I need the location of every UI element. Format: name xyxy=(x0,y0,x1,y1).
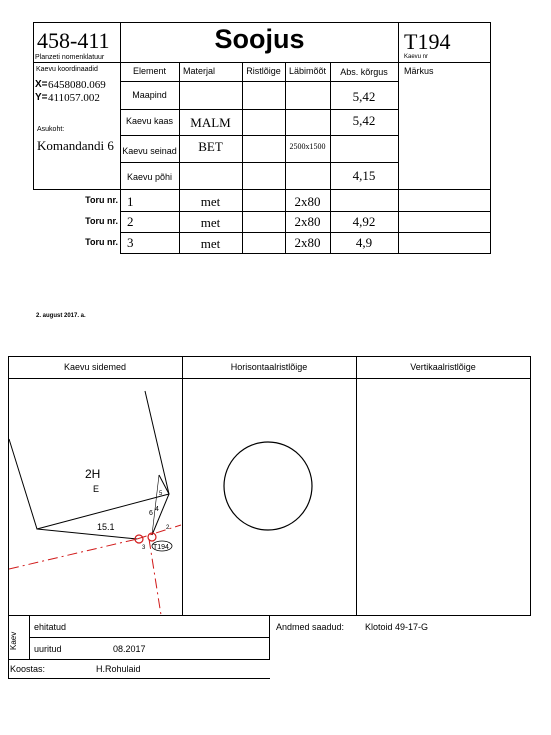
survey-date: 08.2017 xyxy=(113,644,146,654)
pipe-diameter: 2x80 xyxy=(294,214,321,229)
well-number: T194 xyxy=(404,29,451,54)
pipe-label: Toru nr. xyxy=(85,237,118,247)
pipe-material: met xyxy=(200,194,221,209)
row-diameter: 2500x1500 xyxy=(289,142,326,151)
pipe-abs-height: 4,92 xyxy=(352,214,376,229)
col-element: Element xyxy=(132,66,167,76)
point-label-4: 4 xyxy=(155,506,159,513)
status-surveyed: uuritud xyxy=(34,644,62,654)
author-value: H.Rohulaid xyxy=(96,664,141,674)
pipe-label: Toru nr. xyxy=(85,195,118,205)
panel-vertical-title: Vertikaalristlõige xyxy=(410,362,476,372)
document-date: 2. august 2017. a. xyxy=(36,313,86,319)
point-label-3: 3 xyxy=(142,545,146,551)
point-label-6: 6 xyxy=(149,510,153,517)
pipe-number: 2 xyxy=(127,214,134,229)
pipe-line-red xyxy=(137,525,181,539)
row-abs-height: 4,15 xyxy=(352,168,376,183)
col-diameter: Läbimõõt xyxy=(288,66,327,76)
coord-y-value: 411057.002 xyxy=(48,92,100,104)
planzet-label: Planzeti nomenklatuur xyxy=(35,54,105,61)
well-tag-label: T194 xyxy=(153,544,169,551)
point-label-5: 5 xyxy=(159,491,163,497)
row-element: Kaevu põhi xyxy=(126,172,173,182)
location-label: Asukoht: xyxy=(37,126,65,133)
pipe-number: 1 xyxy=(127,194,134,209)
data-source-label: Andmed saadud: xyxy=(276,622,345,632)
coord-x-label: X= xyxy=(35,79,48,90)
row-material: BET xyxy=(198,139,223,154)
author-label: Koostas: xyxy=(10,664,46,674)
col-notes: Märkus xyxy=(404,66,434,76)
row-material: MALM xyxy=(190,115,231,130)
pipe-abs-height: 4,9 xyxy=(355,235,373,250)
pipe-material: met xyxy=(200,215,221,230)
coords-label: Kaevu koordinaadid xyxy=(36,66,98,73)
col-material: Materjal xyxy=(182,66,215,76)
col-abs-height: Abs. kõrgus xyxy=(340,67,388,77)
footer-side-label: Kaev xyxy=(9,631,18,650)
pipe-line-red xyxy=(9,539,137,569)
panel-connections-title: Kaevu sidemed xyxy=(63,362,127,372)
row-abs-height: 5,42 xyxy=(352,89,376,104)
panel-horizontal-title: Horisontaalristlõige xyxy=(230,362,308,372)
status-built: ehitatud xyxy=(34,622,67,632)
row-element: Kaevu kaas xyxy=(125,116,174,126)
row-element: Kaevu seinad xyxy=(122,146,177,156)
building-label: 2H xyxy=(85,467,101,481)
coord-x-value: 6458080.069 xyxy=(48,79,106,91)
dimension-label: 15.1 xyxy=(97,522,115,532)
building-outline xyxy=(9,391,169,529)
point-label-2: 2 xyxy=(166,525,170,531)
pipe-number: 3 xyxy=(127,235,134,250)
horizontal-section-drawing xyxy=(182,379,356,615)
row-abs-height: 5,42 xyxy=(352,113,376,128)
pipe-diameter: 2x80 xyxy=(294,194,321,209)
coord-y-label: Y= xyxy=(35,92,48,103)
location-value: Komandandi 6 xyxy=(37,138,114,153)
building-sub-label: E xyxy=(93,484,100,494)
pipe-diameter: 2x80 xyxy=(294,235,321,250)
row-element: Maapind xyxy=(132,90,167,100)
well-number-label: Kaevu nr xyxy=(404,54,429,60)
pipe-material: met xyxy=(200,236,221,251)
planzet-number: 458-411 xyxy=(37,28,110,53)
page-title: Soojus xyxy=(214,24,305,54)
col-cross-section: Ristlõige xyxy=(246,66,281,76)
well-circle xyxy=(224,442,312,530)
data-source-value: Klotoid 49-17-G xyxy=(365,622,429,632)
connections-sketch xyxy=(9,379,182,615)
pipe-label: Toru nr. xyxy=(85,216,118,226)
dimension-line xyxy=(37,529,137,539)
